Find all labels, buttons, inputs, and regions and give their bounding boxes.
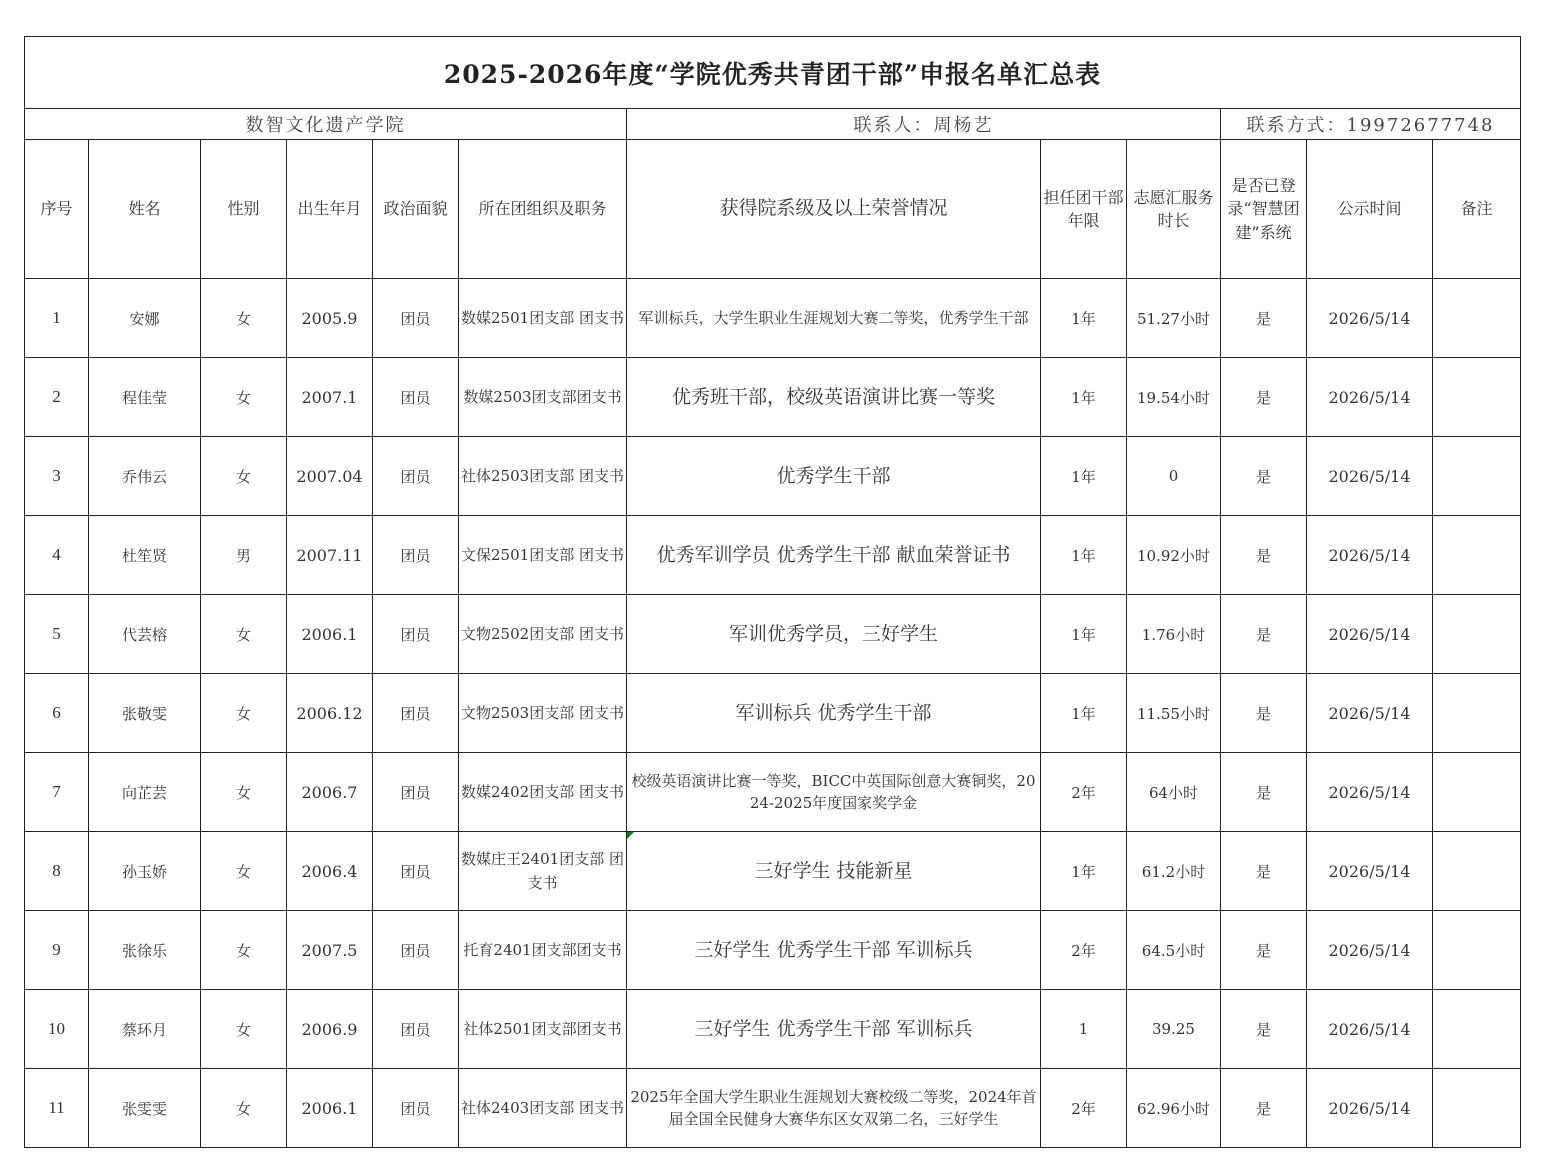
- row-remark: [1433, 516, 1521, 595]
- row-birth: 2006.4: [287, 832, 373, 911]
- row-gender: 女: [201, 990, 287, 1069]
- row-political: 团员: [373, 990, 459, 1069]
- row-honors: 校级英语演讲比赛一等奖，BICC中英国际创意大赛铜奖，2024-2025年度国家奖学金: [627, 753, 1041, 832]
- row-seq: 4: [25, 516, 89, 595]
- row-gender: 女: [201, 832, 287, 911]
- row-seq: 6: [25, 674, 89, 753]
- row-login: 是: [1221, 279, 1307, 358]
- row-seq: 10: [25, 990, 89, 1069]
- row-login: 是: [1221, 674, 1307, 753]
- row-seq: 8: [25, 832, 89, 911]
- row-hours: 19.54小时: [1127, 358, 1221, 437]
- row-org: 社体2403团支部 团支书: [459, 1069, 627, 1148]
- row-seq: 7: [25, 753, 89, 832]
- row-birth: 2007.1: [287, 358, 373, 437]
- row-gender: 女: [201, 279, 287, 358]
- row-birth: 2006.9: [287, 990, 373, 1069]
- row-birth: 2006.12: [287, 674, 373, 753]
- table-row: [25, 1069, 1521, 1148]
- row-login: 是: [1221, 911, 1307, 990]
- row-name: 张雯雯: [89, 1069, 201, 1148]
- row-hours: 62.96小时: [1127, 1069, 1221, 1148]
- row-name: 程佳莹: [89, 358, 201, 437]
- comment-marker-icon: [627, 832, 634, 839]
- row-birth: 2007.5: [287, 911, 373, 990]
- row-remark: [1433, 358, 1521, 437]
- row-honors: 三好学生 优秀学生干部 军训标兵: [627, 911, 1041, 990]
- row-org: 文物2503团支部 团支书: [459, 674, 627, 753]
- row-birth: 2007.11: [287, 516, 373, 595]
- header-birth: 出生年月: [287, 140, 373, 279]
- row-gender: 女: [201, 753, 287, 832]
- table-row: [25, 595, 1521, 674]
- row-political: 团员: [373, 516, 459, 595]
- row-pubdate: 2026/5/14: [1307, 1069, 1433, 1148]
- row-years: 2年: [1041, 1069, 1127, 1148]
- row-honors: 优秀班干部，校级英语演讲比赛一等奖: [627, 358, 1041, 437]
- table-row: [25, 832, 1521, 911]
- row-login: 是: [1221, 1069, 1307, 1148]
- row-years: 1年: [1041, 674, 1127, 753]
- sheet-title: 2025-2026年度“学院优秀共青团干部”申报名单汇总表: [25, 37, 1521, 109]
- row-hours: 10.92小时: [1127, 516, 1221, 595]
- table-row: [25, 674, 1521, 753]
- header-years: 担任团干部年限: [1041, 140, 1127, 279]
- row-remark: [1433, 279, 1521, 358]
- college-name: 数智文化遗产学院: [25, 109, 627, 140]
- row-login: 是: [1221, 990, 1307, 1069]
- table-row: [25, 279, 1521, 358]
- row-remark: [1433, 990, 1521, 1069]
- row-political: 团员: [373, 911, 459, 990]
- header-political: 政治面貌: [373, 140, 459, 279]
- row-hours: 0: [1127, 437, 1221, 516]
- row-remark: [1433, 753, 1521, 832]
- row-org: 文保2501团支部 团支书: [459, 516, 627, 595]
- row-birth: 2007.04: [287, 437, 373, 516]
- table-row: [25, 753, 1521, 832]
- row-seq: 2: [25, 358, 89, 437]
- row-years: 2年: [1041, 911, 1127, 990]
- row-pubdate: 2026/5/14: [1307, 595, 1433, 674]
- row-pubdate: 2026/5/14: [1307, 279, 1433, 358]
- row-login: 是: [1221, 358, 1307, 437]
- contact-person: 联系人：周杨艺: [627, 109, 1221, 140]
- row-political: 团员: [373, 279, 459, 358]
- row-remark: [1433, 911, 1521, 990]
- row-org: 数媒2501团支部 团支书: [459, 279, 627, 358]
- row-remark: [1433, 832, 1521, 911]
- row-hours: 51.27小时: [1127, 279, 1221, 358]
- row-seq: 3: [25, 437, 89, 516]
- header-honors: 获得院系级及以上荣誉情况: [627, 140, 1041, 279]
- row-name: 张徐乐: [89, 911, 201, 990]
- row-political: 团员: [373, 437, 459, 516]
- row-honors: 2025年全国大学生职业生涯规划大赛校级二等奖，2024年首届全国全民健身大赛华东区女双第二名，三好学生: [627, 1069, 1041, 1148]
- row-org: 数媒庄王2401团支部 团支书: [459, 832, 627, 911]
- row-honors: 优秀学生干部: [627, 437, 1041, 516]
- row-seq: 11: [25, 1069, 89, 1148]
- row-remark: [1433, 674, 1521, 753]
- row-pubdate: 2026/5/14: [1307, 674, 1433, 753]
- row-login: 是: [1221, 516, 1307, 595]
- row-org: 数媒2503团支部团支书: [459, 358, 627, 437]
- row-years: 1年: [1041, 358, 1127, 437]
- table-row: [25, 516, 1521, 595]
- row-remark: [1433, 437, 1521, 516]
- row-org: 托育2401团支部团支书: [459, 911, 627, 990]
- row-hours: 39.25: [1127, 990, 1221, 1069]
- row-pubdate: 2026/5/14: [1307, 990, 1433, 1069]
- row-birth: 2006.1: [287, 595, 373, 674]
- table-row: [25, 990, 1521, 1069]
- row-honors: 军训标兵，大学生职业生涯规划大赛二等奖，优秀学生干部: [627, 279, 1041, 358]
- row-login: 是: [1221, 437, 1307, 516]
- row-name: 向芷芸: [89, 753, 201, 832]
- row-login: 是: [1221, 595, 1307, 674]
- table-row: [25, 437, 1521, 516]
- header-pubdate: 公示时间: [1307, 140, 1433, 279]
- row-pubdate: 2026/5/14: [1307, 753, 1433, 832]
- row-political: 团员: [373, 358, 459, 437]
- row-gender: 女: [201, 595, 287, 674]
- row-gender: 女: [201, 437, 287, 516]
- row-login: 是: [1221, 753, 1307, 832]
- row-org: 文物2502团支部 团支书: [459, 595, 627, 674]
- row-honors: 三好学生 优秀学生干部 军训标兵: [627, 990, 1041, 1069]
- row-remark: [1433, 1069, 1521, 1148]
- row-org: 数媒2402团支部 团支书: [459, 753, 627, 832]
- row-political: 团员: [373, 832, 459, 911]
- row-gender: 女: [201, 358, 287, 437]
- row-org: 社体2503团支部 团支书: [459, 437, 627, 516]
- row-years: 1年: [1041, 595, 1127, 674]
- row-political: 团员: [373, 753, 459, 832]
- row-gender: 女: [201, 911, 287, 990]
- row-years: 1年: [1041, 279, 1127, 358]
- row-pubdate: 2026/5/14: [1307, 911, 1433, 990]
- row-gender: 女: [201, 1069, 287, 1148]
- row-birth: 2005.9: [287, 279, 373, 358]
- header-login: 是否已登录“智慧团建”系统: [1221, 140, 1307, 279]
- row-pubdate: 2026/5/14: [1307, 358, 1433, 437]
- row-hours: 61.2小时: [1127, 832, 1221, 911]
- header-remark: 备注: [1433, 140, 1521, 279]
- row-honors-text: 三好学生 技能新星: [754, 859, 913, 882]
- header-row: [25, 140, 1521, 279]
- row-years: 2年: [1041, 753, 1127, 832]
- row-hours: 1.76小时: [1127, 595, 1221, 674]
- row-political: 团员: [373, 595, 459, 674]
- row-years: 1年: [1041, 832, 1127, 911]
- row-gender: 男: [201, 516, 287, 595]
- row-political: 团员: [373, 1069, 459, 1148]
- header-seq: 序号: [25, 140, 89, 279]
- row-hours: 64.5小时: [1127, 911, 1221, 990]
- row-years: 1年: [1041, 516, 1127, 595]
- row-honors: [627, 832, 1041, 911]
- row-hours: 11.55小时: [1127, 674, 1221, 753]
- row-org: 社体2501团支部团支书: [459, 990, 627, 1069]
- row-name: 蔡环月: [89, 990, 201, 1069]
- row-birth: 2006.7: [287, 753, 373, 832]
- contact-phone: 联系方式：19972677748: [1221, 109, 1521, 140]
- row-pubdate: 2026/5/14: [1307, 832, 1433, 911]
- row-political: 团员: [373, 674, 459, 753]
- row-honors: 优秀军训学员 优秀学生干部 献血荣誉证书: [627, 516, 1041, 595]
- row-honors: 军训标兵 优秀学生干部: [627, 674, 1041, 753]
- row-pubdate: 2026/5/14: [1307, 516, 1433, 595]
- table-row: [25, 358, 1521, 437]
- table-row: [25, 911, 1521, 990]
- row-name: 杜笙贤: [89, 516, 201, 595]
- row-seq: 9: [25, 911, 89, 990]
- row-remark: [1433, 595, 1521, 674]
- header-org: 所在团组织及职务: [459, 140, 627, 279]
- header-name: 姓名: [89, 140, 201, 279]
- row-gender: 女: [201, 674, 287, 753]
- row-name: 乔伟云: [89, 437, 201, 516]
- row-name: 张敬雯: [89, 674, 201, 753]
- row-hours: 64小时: [1127, 753, 1221, 832]
- row-years: 1年: [1041, 437, 1127, 516]
- header-hours: 志愿汇服务时长: [1127, 140, 1221, 279]
- header-gender: 性别: [201, 140, 287, 279]
- row-name: 代芸榕: [89, 595, 201, 674]
- row-seq: 5: [25, 595, 89, 674]
- row-seq: 1: [25, 279, 89, 358]
- row-login: 是: [1221, 832, 1307, 911]
- row-pubdate: 2026/5/14: [1307, 437, 1433, 516]
- application-summary-table: [24, 36, 1521, 1148]
- row-name: 孙玉娇: [89, 832, 201, 911]
- row-name: 安娜: [89, 279, 201, 358]
- row-years: 1: [1041, 990, 1127, 1069]
- row-birth: 2006.1: [287, 1069, 373, 1148]
- row-honors: 军训优秀学员，三好学生: [627, 595, 1041, 674]
